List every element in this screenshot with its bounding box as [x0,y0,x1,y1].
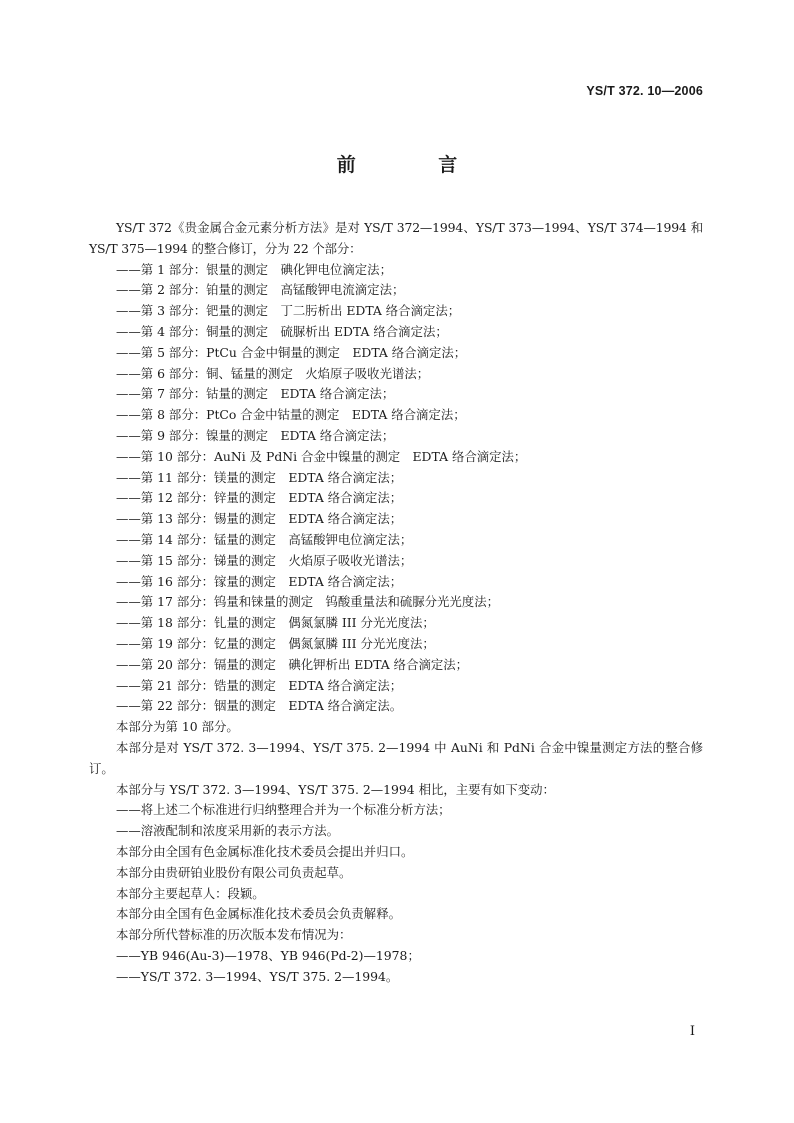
list-item-part-12: ——第 12 部分：锌量的测定 EDTA 络合滴定法； [116,490,403,506]
list-item-part-4: ——第 4 部分：铜量的测定 硫脲析出 EDTA 络合滴定法； [116,323,448,339]
history-intro: 本部分所代替标准的历次版本发布情况为： [116,927,352,943]
list-item-part-22: ——第 22 部分：铟量的测定 EDTA 络合滴定法。 [116,698,403,714]
list-item-part-10: ——第 10 部分：AuNi 及 PdNi 合金中镍量的测定 EDTA 络合滴定法； [116,448,527,464]
drafter-org-statement: 本部分由贵研铂业股份有限公司负责起草。 [116,864,352,880]
list-item-part-18: ——第 18 部分：钆量的测定 偶氮氯膦 III 分光光度法； [116,615,435,631]
changes-intro: 本部分与 YS/T 372. 3—1994、YS/T 375. 2—1994 相比，主要有如下变动： [116,781,555,797]
proposer-statement: 本部分由全国有色金属标准化技术委员会提出并归口。 [116,843,414,859]
list-item-part-15: ——第 15 部分：锑量的测定 火焰原子吸收光谱法； [116,552,413,568]
history-item-2: ——YS/T 372. 3—1994、YS/T 375. 2—1994。 [116,968,399,984]
drafter-person-statement: 本部分主要起草人：段颖。 [116,885,265,901]
list-item-part-7: ——第 7 部分：钴量的测定 EDTA 络合滴定法； [116,386,395,402]
change-item-2: ——溶液配制和浓度采用新的表示方法。 [116,823,340,839]
page-number: I [689,1024,695,1039]
list-item-part-8: ——第 8 部分：PtCo 合金中钴量的测定 EDTA 络合滴定法； [116,407,466,423]
document-body [89,218,703,987]
standard-code: YS/T 372. 10—2006 [586,84,703,98]
list-item-part-20: ——第 20 部分：镉量的测定 碘化钾析出 EDTA 络合滴定法； [116,656,469,672]
list-item-part-1: ——第 1 部分：银量的测定 碘化钾电位滴定法； [116,261,392,277]
list-item-part-5: ——第 5 部分：PtCu 合金中铜量的测定 EDTA 络合滴定法； [116,344,467,360]
list-item-part-3: ——第 3 部分：钯量的测定 丁二肟析出 EDTA 络合滴定法； [116,303,461,319]
list-item-part-9: ——第 9 部分：镍量的测定 EDTA 络合滴定法； [116,427,395,443]
list-item-part-11: ——第 11 部分：镁量的测定 EDTA 络合滴定法； [116,469,403,485]
change-item-1: ——将上述二个标准进行归纳整理合并为一个标准分析方法； [116,802,451,818]
intro-paragraph: YS/T 372《贵金属合金元素分析方法》是对 YS/T 372—1994、YS/T 373—1994、YS/T 374—1994 和 YS/T 375—1994 的整合修订，分为 22 个部分： [89,220,703,256]
list-item-part-19: ——第 19 部分：钇量的测定 偶氮氯膦 III 分光光度法； [116,635,435,651]
list-item-part-21: ——第 21 部分：锆量的测定 EDTA 络合滴定法； [116,677,403,693]
interpretation-statement: 本部分由全国有色金属标准化技术委员会负责解释。 [116,906,401,922]
revision-statement: 本部分是对 YS/T 372. 3—1994、YS/T 375. 2—1994 中 AuNi 和 PdNi 合金中镍量测定方法的整合修订。 [89,739,703,776]
list-item-part-14: ——第 14 部分：锰量的测定 高锰酸钾电位滴定法； [116,531,413,547]
list-item-part-2: ——第 2 部分：铂量的测定 高锰酸钾电流滴定法； [116,282,405,298]
list-item-part-16: ——第 16 部分：镓量的测定 EDTA 络合滴定法； [116,573,403,589]
history-item-1: ——YB 946(Au-3)—1978、YB 946(Pd-2)—1978； [116,947,420,963]
list-item-part-17: ——第 17 部分：钨量和铼量的测定 钨酸重量法和硫脲分光光度法； [116,594,499,610]
list-item-part-13: ——第 13 部分：锡量的测定 EDTA 络合滴定法； [116,511,403,527]
list-item-part-6: ——第 6 部分：铜、锰量的测定 火焰原子吸收光谱法； [116,365,430,381]
part-statement: 本部分为第 10 部分。 [116,719,239,735]
page-title: 前 言 [336,154,496,176]
